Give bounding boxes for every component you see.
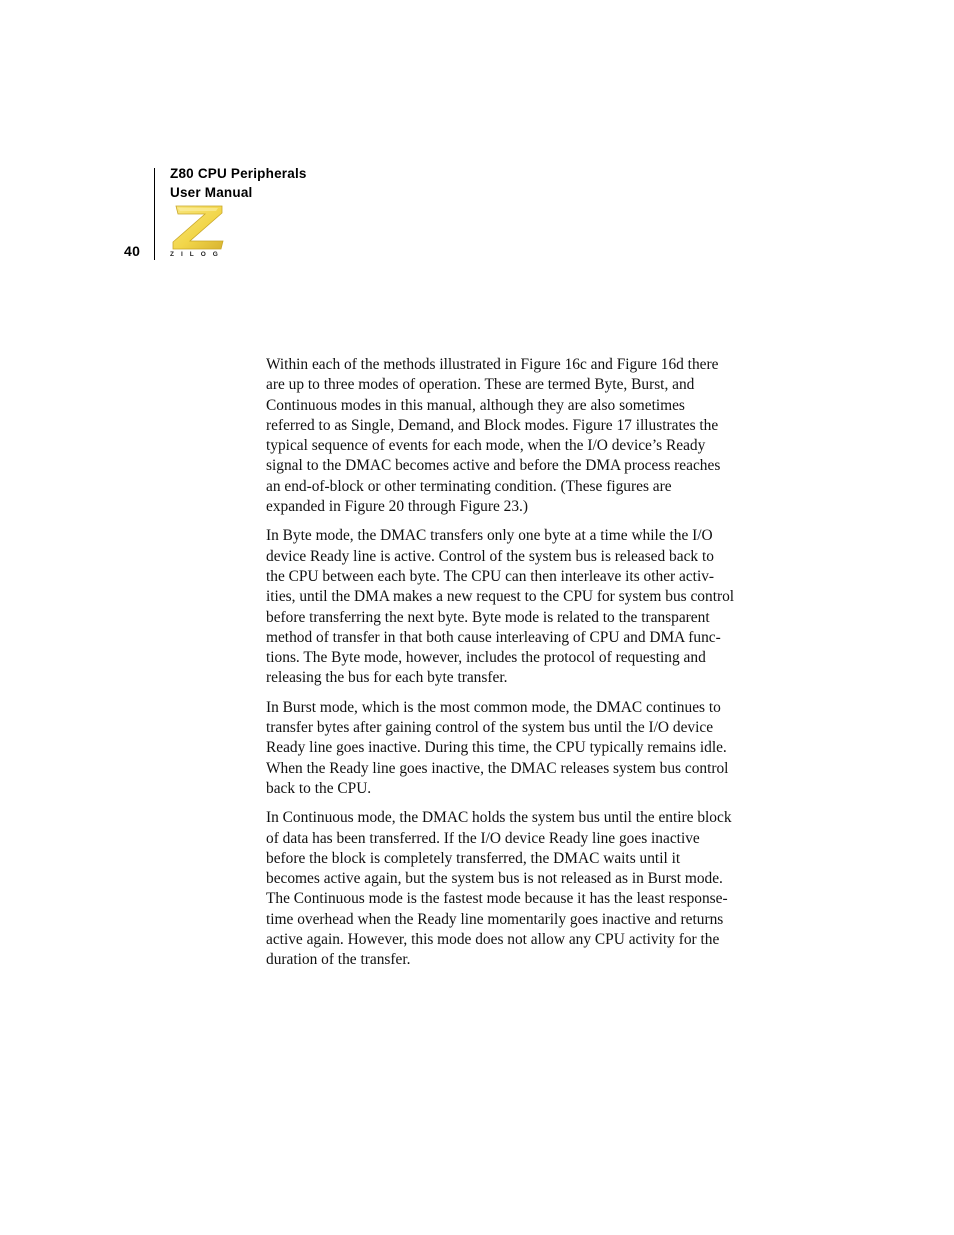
zilog-logo bbox=[170, 204, 226, 262]
document-title-line2: User Manual bbox=[170, 185, 253, 200]
text-line: In Byte mode, the DMAC transfers only one byte at a time while the I/O bbox=[266, 527, 713, 545]
paragraph-2 bbox=[266, 526, 772, 688]
body-text bbox=[266, 355, 772, 980]
text-line: an end-of-block or other terminating condition. (These figures are bbox=[266, 477, 672, 495]
text-line: method of transfer in that both cause interleaving of CPU and DMA func- bbox=[266, 628, 721, 646]
text-line: In Continuous mode, the DMAC holds the system bus until the entire block bbox=[266, 809, 732, 827]
text-line: before transferring the next byte. Byte mode is related to the transparent bbox=[266, 608, 710, 626]
paragraph-4 bbox=[266, 808, 772, 970]
text-line: When the Ready line goes inactive, the DMAC releases system bus control bbox=[266, 759, 729, 777]
text-line: transfer bytes after gaining control of the system bus until the I/O device bbox=[266, 719, 714, 737]
text-line: expanded in Figure 20 through Figure 23.) bbox=[266, 498, 529, 516]
text-line: signal to the DMAC becomes active and before the DMA process reaches bbox=[266, 457, 721, 475]
paragraph-3 bbox=[266, 698, 772, 799]
page-number: 40 bbox=[124, 243, 141, 259]
text-line: Within each of the methods illustrated in Figure 16c and Figure 16d there bbox=[266, 356, 719, 373]
text-line: are up to three modes of operation. These are termed Byte, Burst, and bbox=[266, 376, 695, 394]
text-line: time overhead when the Ready line momentarily goes inactive and returns bbox=[266, 910, 724, 928]
text-line: typical sequence of events for each mode, when the I/O device’s Ready bbox=[266, 437, 706, 455]
zilog-wordmark: ZILOG bbox=[170, 251, 225, 258]
text-line: device Ready line is active. Control of the system bus is released back to bbox=[266, 547, 714, 565]
text-line: referred to as Single, Demand, and Block modes. Figure 17 illustrates the bbox=[266, 416, 719, 434]
text-line: releasing the bus for each byte transfer. bbox=[266, 669, 508, 687]
text-line: In Burst mode, which is the most common mode, the DMAC continues to bbox=[266, 698, 721, 716]
text-line: active again. However, this mode does not allow any CPU activity for the bbox=[266, 931, 720, 949]
header-divider bbox=[154, 168, 155, 260]
text-line: the CPU between each byte. The CPU can then interleave its other activ- bbox=[266, 567, 715, 585]
text-line: tions. The Byte mode, however, includes the protocol of requesting and bbox=[266, 649, 706, 667]
text-line: Continuous modes in this manual, although they are also sometimes bbox=[266, 396, 685, 414]
text-line: of data has been transferred. If the I/O device Ready line goes inactive bbox=[266, 829, 700, 847]
text-line: duration of the transfer. bbox=[266, 951, 411, 969]
zilog-z-icon bbox=[170, 204, 226, 250]
text-line: ities, until the DMA makes a new request to the CPU for system bus control bbox=[266, 588, 735, 606]
text-line: The Continuous mode is the fastest mode because it has the least response- bbox=[266, 890, 728, 908]
text-line: becomes active again, but the system bus is not released as in Burst mode. bbox=[266, 870, 723, 888]
text-line: Ready line goes inactive. During this time, the CPU typically remains idle. bbox=[266, 739, 727, 757]
text-line: before the block is completely transferred, the DMAC waits until it bbox=[266, 849, 681, 867]
document-title-line1: Z80 CPU Peripherals bbox=[170, 166, 307, 181]
text-line: back to the CPU. bbox=[266, 779, 372, 797]
document-title bbox=[170, 164, 307, 202]
paragraph-1 bbox=[266, 355, 772, 517]
